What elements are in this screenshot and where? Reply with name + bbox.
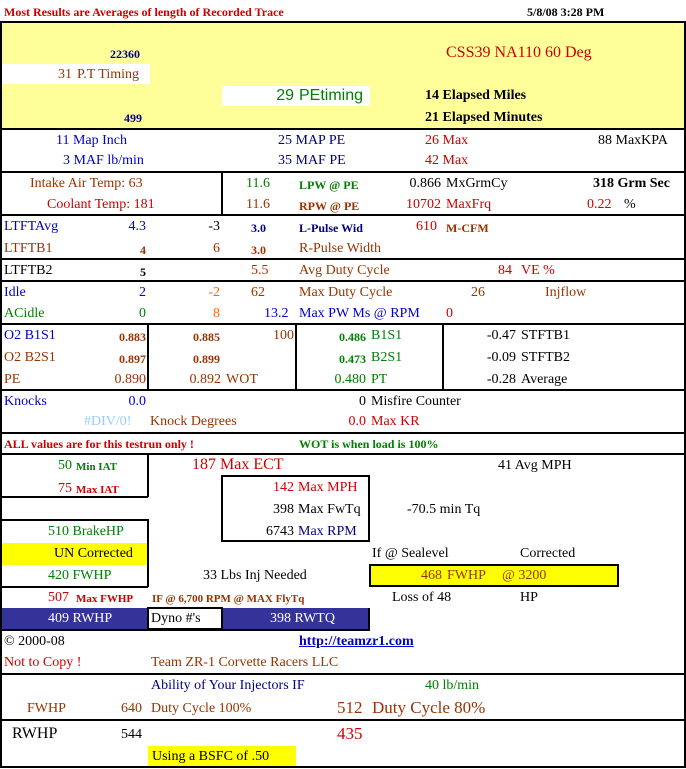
- wot-note: WOT is when load is 100%: [299, 437, 439, 451]
- rpulse-label: R-Pulse Width: [299, 241, 382, 256]
- lpulse-value: 3.0: [251, 221, 266, 235]
- lbs-inj-needed: 33 Lbs Inj Needed: [203, 568, 307, 583]
- rwtq-value: 398 RWTQ: [270, 611, 335, 626]
- min-iat-value: 50: [58, 458, 72, 473]
- corrected-label: Corrected: [520, 546, 576, 561]
- bsfc-note: Using a BSFC of .50: [152, 749, 270, 764]
- rpulse-value: 3.0: [251, 243, 266, 257]
- misfire-value: 0: [359, 394, 366, 409]
- rwhp-value: 409 RWHP: [48, 611, 113, 626]
- max-iat-label: Max IAT: [76, 484, 119, 496]
- rule-left-edge: [0, 21, 2, 768]
- banner-code: 22360: [110, 47, 140, 61]
- acidle-b: 8: [213, 306, 220, 321]
- o2-b2s1-label: O2 B2S1: [4, 350, 56, 365]
- avg-value: -0.28: [486, 372, 516, 387]
- fwhp-sealevel-label: FWHP: [447, 568, 486, 583]
- rule-o2-div1: [147, 323, 149, 390]
- duty80-value: 512: [337, 698, 363, 717]
- rule-sheet-bottom: [0, 766, 686, 768]
- rule-iat-div: [147, 453, 149, 497]
- ltftavg-b: -3: [208, 219, 220, 234]
- rule-o2-bottom: [0, 389, 686, 391]
- stftb2-label: STFTB2: [521, 350, 571, 365]
- rpw-value: 11.6: [246, 197, 270, 212]
- idle-b: -2: [208, 285, 220, 300]
- timestamp: 5/8/08 3:28 PM: [527, 5, 605, 19]
- maxpw-rpm: 0: [446, 306, 453, 321]
- if-sealevel: If @ Sealevel: [372, 546, 449, 561]
- min-iat-label: Min IAT: [76, 461, 118, 473]
- o2-b1s1-c: 100: [273, 328, 294, 343]
- o2-b1s1-label: O2 B1S1: [4, 328, 56, 343]
- maf-lb-min: 3 MAF lb/min: [63, 153, 144, 168]
- maxpw-value: 13.2: [264, 306, 289, 321]
- rule-knock-bottom: [0, 432, 686, 434]
- rule-dyno-right: [368, 608, 370, 630]
- o2-b1s1-d: 0.486: [339, 330, 366, 344]
- coolant-temp: Coolant Temp: 181: [47, 197, 155, 212]
- max-kr-value: 0.0: [348, 414, 366, 429]
- stftb1-value: -0.47: [486, 328, 516, 343]
- misfire-label: Misfire Counter: [371, 394, 461, 409]
- ltftb2-a: 5: [140, 265, 146, 279]
- maxpw-label: Max PW Ms @ RPM: [299, 306, 420, 321]
- stftb1-label: STFTB1: [521, 328, 571, 343]
- fwhp-sealevel-rpm: @ 3200: [502, 568, 547, 583]
- intake-air-temp: Intake Air Temp: 63: [30, 176, 143, 191]
- rule-duty-bottom: [0, 719, 686, 721]
- ability-of-injectors: Ability of Your Injectors IF: [151, 678, 305, 693]
- min-tq: -70.5 min Tq: [407, 502, 481, 517]
- max-duty-value: 62: [251, 285, 265, 300]
- pe-timing-label: PEtiming: [299, 87, 364, 104]
- injflow-label: Injflow: [545, 285, 587, 300]
- o2-b2s1-b: 0.899: [193, 352, 220, 366]
- duty100-value: 640: [121, 701, 142, 716]
- o2-b2s1-a: 0.897: [119, 352, 146, 366]
- map-max: 26 Max: [425, 133, 469, 148]
- duty-fwhp-label: FWHP: [27, 701, 66, 716]
- elapsed-minutes: 21 Elapsed Minutes: [425, 110, 543, 125]
- duty80-label: Duty Cycle 80%: [372, 698, 486, 717]
- rule-fwhp-bottom: [0, 586, 148, 588]
- avg-duty-value: 5.5: [251, 263, 269, 278]
- acidle-label: ACidle: [4, 306, 45, 321]
- o2-b1s1-b: 0.885: [193, 330, 220, 344]
- company-name: Team ZR-1 Corvette Racers LLC: [151, 655, 339, 670]
- stftb2-value: -0.09: [486, 350, 516, 365]
- o2-b2s1-d: 0.473: [339, 352, 366, 366]
- knocks-value: 0.0: [128, 394, 146, 409]
- rule-footer-bottom: [0, 673, 686, 675]
- pt-value: 0.480: [334, 372, 366, 387]
- o2-b1s1-tag: B1S1: [371, 328, 403, 343]
- maf-pe: 35 MAF PE: [278, 153, 346, 168]
- not-to-copy: Not to Copy !: [4, 655, 82, 670]
- mcfm-label: M-CFM: [446, 221, 489, 235]
- rwhp80-value: 435: [337, 724, 363, 743]
- ltftavg-label: LTFTAvg: [4, 219, 59, 234]
- rule-notes-bottom: [0, 453, 686, 455]
- map-inch: 11 Map Inch: [56, 133, 128, 148]
- brake-hp: 510 BrakeHP: [48, 524, 124, 539]
- max-duty-label: Max Duty Cycle: [299, 285, 393, 300]
- knocks-label: Knocks: [4, 394, 47, 409]
- wot-label: WOT: [226, 372, 258, 387]
- ltftb1-label: LTFTB1: [4, 241, 53, 256]
- pe-timing-value: 29: [276, 87, 294, 104]
- rule-fwhp-div: [147, 519, 149, 587]
- knock-div0: #DIV/0!: [84, 414, 132, 429]
- pct-label: %: [624, 197, 636, 212]
- maf-max: 42 Max: [425, 153, 469, 168]
- rule-ltftb1-bottom: [0, 258, 686, 260]
- max-fwhp-label: Max FWHP: [76, 593, 134, 605]
- rule-header: [0, 21, 686, 23]
- rwhp100-value: 544: [121, 727, 142, 742]
- rule-o2-div2: [295, 323, 297, 390]
- car-name: CSS39 NA110 60 Deg: [446, 44, 592, 61]
- banner-count: 499: [124, 111, 142, 125]
- pt-timing-value: 31: [58, 67, 72, 82]
- elapsed-miles: 14 Elapsed Miles: [425, 88, 527, 103]
- mcfm-value: 610: [416, 219, 437, 234]
- o2-b1s1-a: 0.883: [119, 330, 146, 344]
- max-kpa: 88 MaxKPA: [598, 133, 668, 148]
- duty100-label: Duty Cycle 100%: [151, 701, 252, 716]
- ve-value: 84: [498, 263, 512, 278]
- ltftb1-b: 6: [213, 241, 220, 256]
- injflow-value: 26: [471, 285, 485, 300]
- header-note: Most Results are Averages of length of Recorded Trace: [4, 5, 284, 19]
- uncorrected-label: UN Corrected: [54, 546, 133, 561]
- copyright: © 2000-08: [4, 634, 65, 649]
- maxfrq-value: 10702: [406, 197, 441, 212]
- grm-sec: 318 Grm Sec: [593, 176, 670, 191]
- rule-brakehp-top: [0, 519, 148, 521]
- map-pe: 25 MAP PE: [278, 133, 346, 148]
- all-values-note: ALL values are for this testrun only !: [4, 437, 194, 451]
- o2-b2s1-tag: B2S1: [371, 350, 403, 365]
- max-rpm-value: 6743: [266, 524, 294, 539]
- pt-timing-label: P.T Timing: [77, 67, 140, 82]
- max-rpm-label: Max RPM: [298, 524, 357, 539]
- maxfrq-label: MaxFrq: [446, 197, 492, 212]
- knock-degrees-label: Knock Degrees: [150, 414, 237, 429]
- mxgrmcy-value: 0.866: [409, 176, 441, 191]
- avg-label: Average: [521, 372, 568, 387]
- rule-o2-div3: [442, 323, 444, 390]
- max-ect: 187 Max ECT: [192, 456, 284, 473]
- lpw-label: LPW @ PE: [299, 178, 359, 192]
- avg-duty-label: Avg Duty Cycle: [299, 263, 390, 278]
- avg-mph: 41 Avg MPH: [498, 458, 572, 473]
- rule-map-bottom: [0, 171, 686, 173]
- mxgrmcy-label: MxGrmCy: [446, 176, 508, 191]
- rpw-label: RPW @ PE: [299, 199, 360, 213]
- hp-label: HP: [520, 590, 538, 605]
- rule-idle-bottom: [0, 323, 686, 325]
- max-fwhp-value: 507: [48, 590, 69, 605]
- max-fwtq-value: 398: [273, 502, 294, 517]
- wot-value: 0.892: [189, 372, 221, 387]
- rule-ltftb2-bottom: [0, 280, 686, 282]
- dyno-label: Dyno #'s: [151, 611, 201, 626]
- max-mph-value: 142: [273, 480, 294, 495]
- teamzr1-link[interactable]: http://teamzr1.com: [299, 634, 414, 649]
- ltftb1-a: 4: [140, 243, 146, 257]
- lpulse-label: L-Pulse Wid: [299, 221, 363, 235]
- rule-temps-div: [221, 171, 223, 215]
- injector-lb-min: 40 lb/min: [425, 678, 480, 693]
- idle-a: 2: [139, 285, 146, 300]
- duty-rwhp-label: RWHP: [12, 725, 58, 742]
- pe-value: 0.890: [114, 372, 146, 387]
- fwhp-sealevel-value: 468: [421, 568, 442, 583]
- pt-label: PT: [371, 372, 388, 387]
- rule-banner-bottom: [0, 128, 686, 130]
- fwhp-value: 420 FWHP: [48, 568, 112, 583]
- pe-label: PE: [4, 372, 21, 387]
- pct-value: 0.22: [587, 197, 612, 212]
- idle-label: Idle: [4, 285, 26, 300]
- loss-of: Loss of 48: [392, 590, 452, 605]
- max-kr-label: Max KR: [371, 414, 420, 429]
- ltftb2-label: LTFTB2: [4, 263, 53, 278]
- lpw-value: 11.6: [246, 176, 270, 191]
- if-6700-note: IF @ 6,700 RPM @ MAX FlyTq: [152, 593, 305, 605]
- max-mph-label: Max MPH: [298, 480, 358, 495]
- max-iat-value: 75: [58, 481, 72, 496]
- ltftavg-a: 4.3: [128, 219, 146, 234]
- acidle-a: 0: [139, 306, 146, 321]
- ve-label: VE %: [521, 263, 555, 278]
- max-fwtq-label: Max FwTq: [298, 502, 361, 517]
